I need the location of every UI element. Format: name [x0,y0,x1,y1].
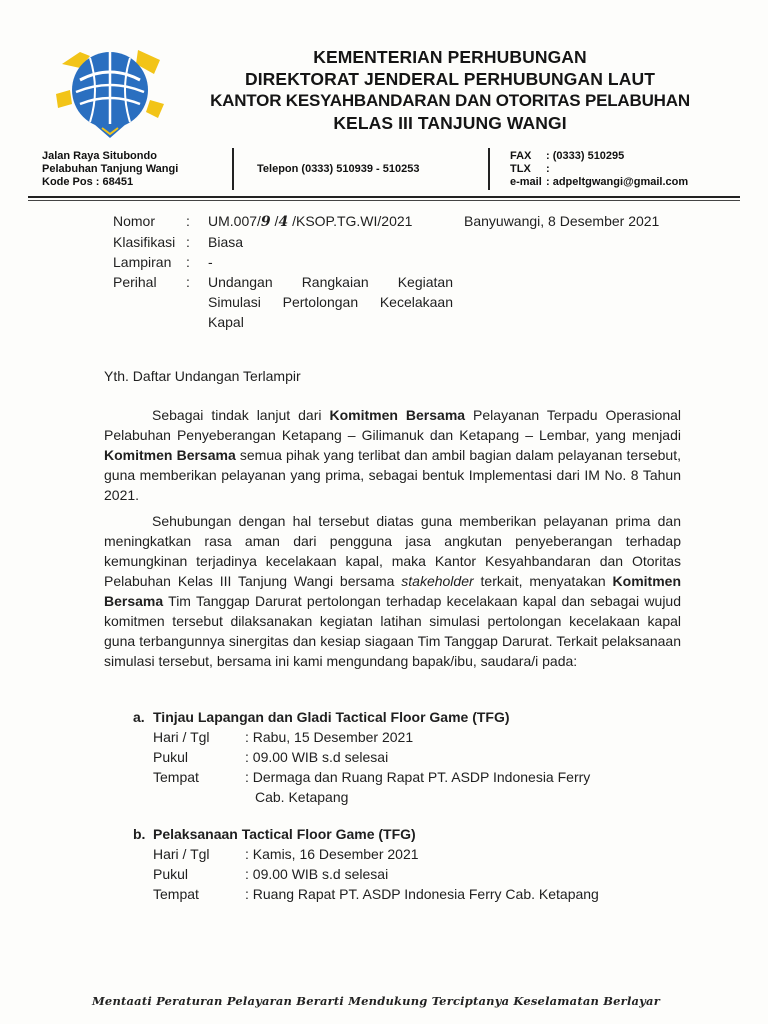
text: Sebagai tindak lanjut dari [152,407,330,423]
event-details [153,844,645,904]
section-letter: b. [133,826,146,842]
section-title-text: Pelaksanaan Tactical Floor Game (TFG) [153,826,416,842]
colon: : [186,254,190,270]
text: Tim Tanggap Darurat pertolongan terhadap kecelakaan kapal dan sebagai wujud komitmen tersebut dilaksanakan kegiatan latihan simulasi pertolongan kecelakaan kapal guna terbangunnya sinergitas dan kesiap siagaan Tim Tanggap Darurat. Terkait pelaksanaan simulasi tersebut, bersama ini kami mengundang bapak/ibu, saudara/i pada: [104,593,681,669]
hari-value: : Rabu, 15 Desember 2021 [245,729,414,745]
colon: : [186,274,190,290]
nomor-value [208,211,468,232]
nomor-handwritten-2: 4 [278,214,289,230]
letterhead-line-4: KELAS III TANJUNG WANGI [333,113,567,133]
divider-vertical [232,148,234,190]
section-title-text: Tinjau Lapangan dan Gladi Tactical Floor Game (TFG) [153,709,510,725]
klasifikasi-value: Biasa [208,234,244,250]
nomor-suffix: /KSOP.TG.WI/2021 [288,213,413,229]
text: terkait, menyatakan [473,573,613,589]
fax-label: FAX [510,150,532,162]
header-rule-thin [28,200,740,201]
letterhead [170,46,730,134]
tempat-label: Tempat [153,886,199,902]
contact-phone: Telepon (0333) 510939 - 510253 [257,163,420,175]
lampiran-label: Lampiran [113,254,172,270]
letterhead-line-2: DIREKTORAT JENDERAL PERHUBUNGAN LAUT [244,69,655,89]
bold-text: Komitmen Bersama [329,407,466,423]
text: Sehubungan dengan hal tersebut diatas guna memberikan pelayanan prima dan meningkatkan rasa aman dari pengguna jasa angkutan penyeberangan terhadap kemungkinan terjadinya kecelakaan kapal, maka Kantor Kesyahbandaran dan Otoritas Pelabuhan Kelas III Tanjung Wangi bersama [104,513,681,589]
footer-motto: Mentaati Peraturan Pelayaran Berarti Mendukung Terciptanya Keselamatan Berlayar [92,994,660,1008]
letterhead-line-1: KEMENTERIAN PERHUBUNGAN [313,47,587,67]
hari-label: Hari / Tgl [153,729,210,745]
hari-label: Hari / Tgl [153,846,210,862]
tempat-value: : Dermaga dan Ruang Rapat PT. ASDP Indonesia Ferry [245,769,591,785]
lampiran-value: - [208,254,213,270]
bold-text: Komitmen Bersama [104,447,236,463]
pukul-value: : 09.00 WIB s.d selesai [245,866,389,882]
email-label: e-mail [510,176,542,188]
salutation: Yth. Daftar Undangan Terlampir [104,368,301,384]
ministry-logo [50,34,170,144]
nomor-label: Nomor [113,213,156,229]
bold-text: Komitmen Bersama [104,573,681,609]
tempat-label: Tempat [153,769,199,785]
section-letter: a. [133,709,145,725]
event-section-b [133,824,645,904]
paragraph-1 [104,405,681,505]
tlx-label: TLX [510,163,531,175]
letter-date: Banyuwangi, 8 Desember 2021 [464,213,660,229]
address-line-2: Pelabuhan Tanjung Wangi [42,163,179,175]
pukul-label: Pukul [153,749,189,765]
perihal-value: Undangan Rangkaian Kegiatan Simulasi Pertolongan Kecelakaan Kapal [208,274,453,330]
text: semua pihak yang terlibat dan ambil bagian dalam pelayanan tersebut, guna memberikan pelayanan yang prima, sebagai bentuk Implementasi dari IM No. 8 Tahun 2021. [104,447,681,503]
tempat-value: : Ruang Rapat PT. ASDP Indonesia Ferry Cab. Ketapang [245,886,599,902]
contact-fax-email [510,150,688,189]
colon: : [186,213,190,229]
nomor-prefix: UM.007/ [208,213,261,229]
divider-vertical [488,148,490,190]
tempat-value-cont: Cab. Ketapang [255,789,349,805]
header-rule [28,196,740,198]
klasifikasi-label: Klasifikasi [113,234,176,250]
letterhead-line-3: KANTOR KESYAHBANDARAN DAN OTORITAS PELABUHAN [210,91,690,110]
hari-value: : Kamis, 16 Desember 2021 [245,846,419,862]
event-section-a [133,707,655,807]
address-postcode: Kode Pos : 68451 [42,176,134,188]
paragraph-2 [104,511,681,671]
event-details [153,727,655,807]
tlx-value: : [546,163,550,175]
contact-address [42,150,178,189]
pukul-value: : 09.00 WIB s.d selesai [245,749,389,765]
italic-text: stakeholder [401,573,474,589]
pukul-label: Pukul [153,866,189,882]
address-line-1: Jalan Raya Situbondo [42,150,157,162]
nomor-handwritten-1: 9 [260,214,271,230]
fax-value: : (0333) 510295 [546,150,625,162]
nomor-mid: / [270,213,279,229]
colon: : [186,234,190,250]
letter-meta [113,211,468,332]
text: Pelayanan Terpadu Operasional Pelabuhan Penyeberangan Ketapang – Gilimanuk dan Ketapang – Lembar, yang menjadi [104,407,681,443]
section-title [133,824,645,844]
email-value: : adpeltgwangi@gmail.com [546,176,689,188]
perihal-label: Perihal [113,274,157,290]
section-title [133,707,655,727]
